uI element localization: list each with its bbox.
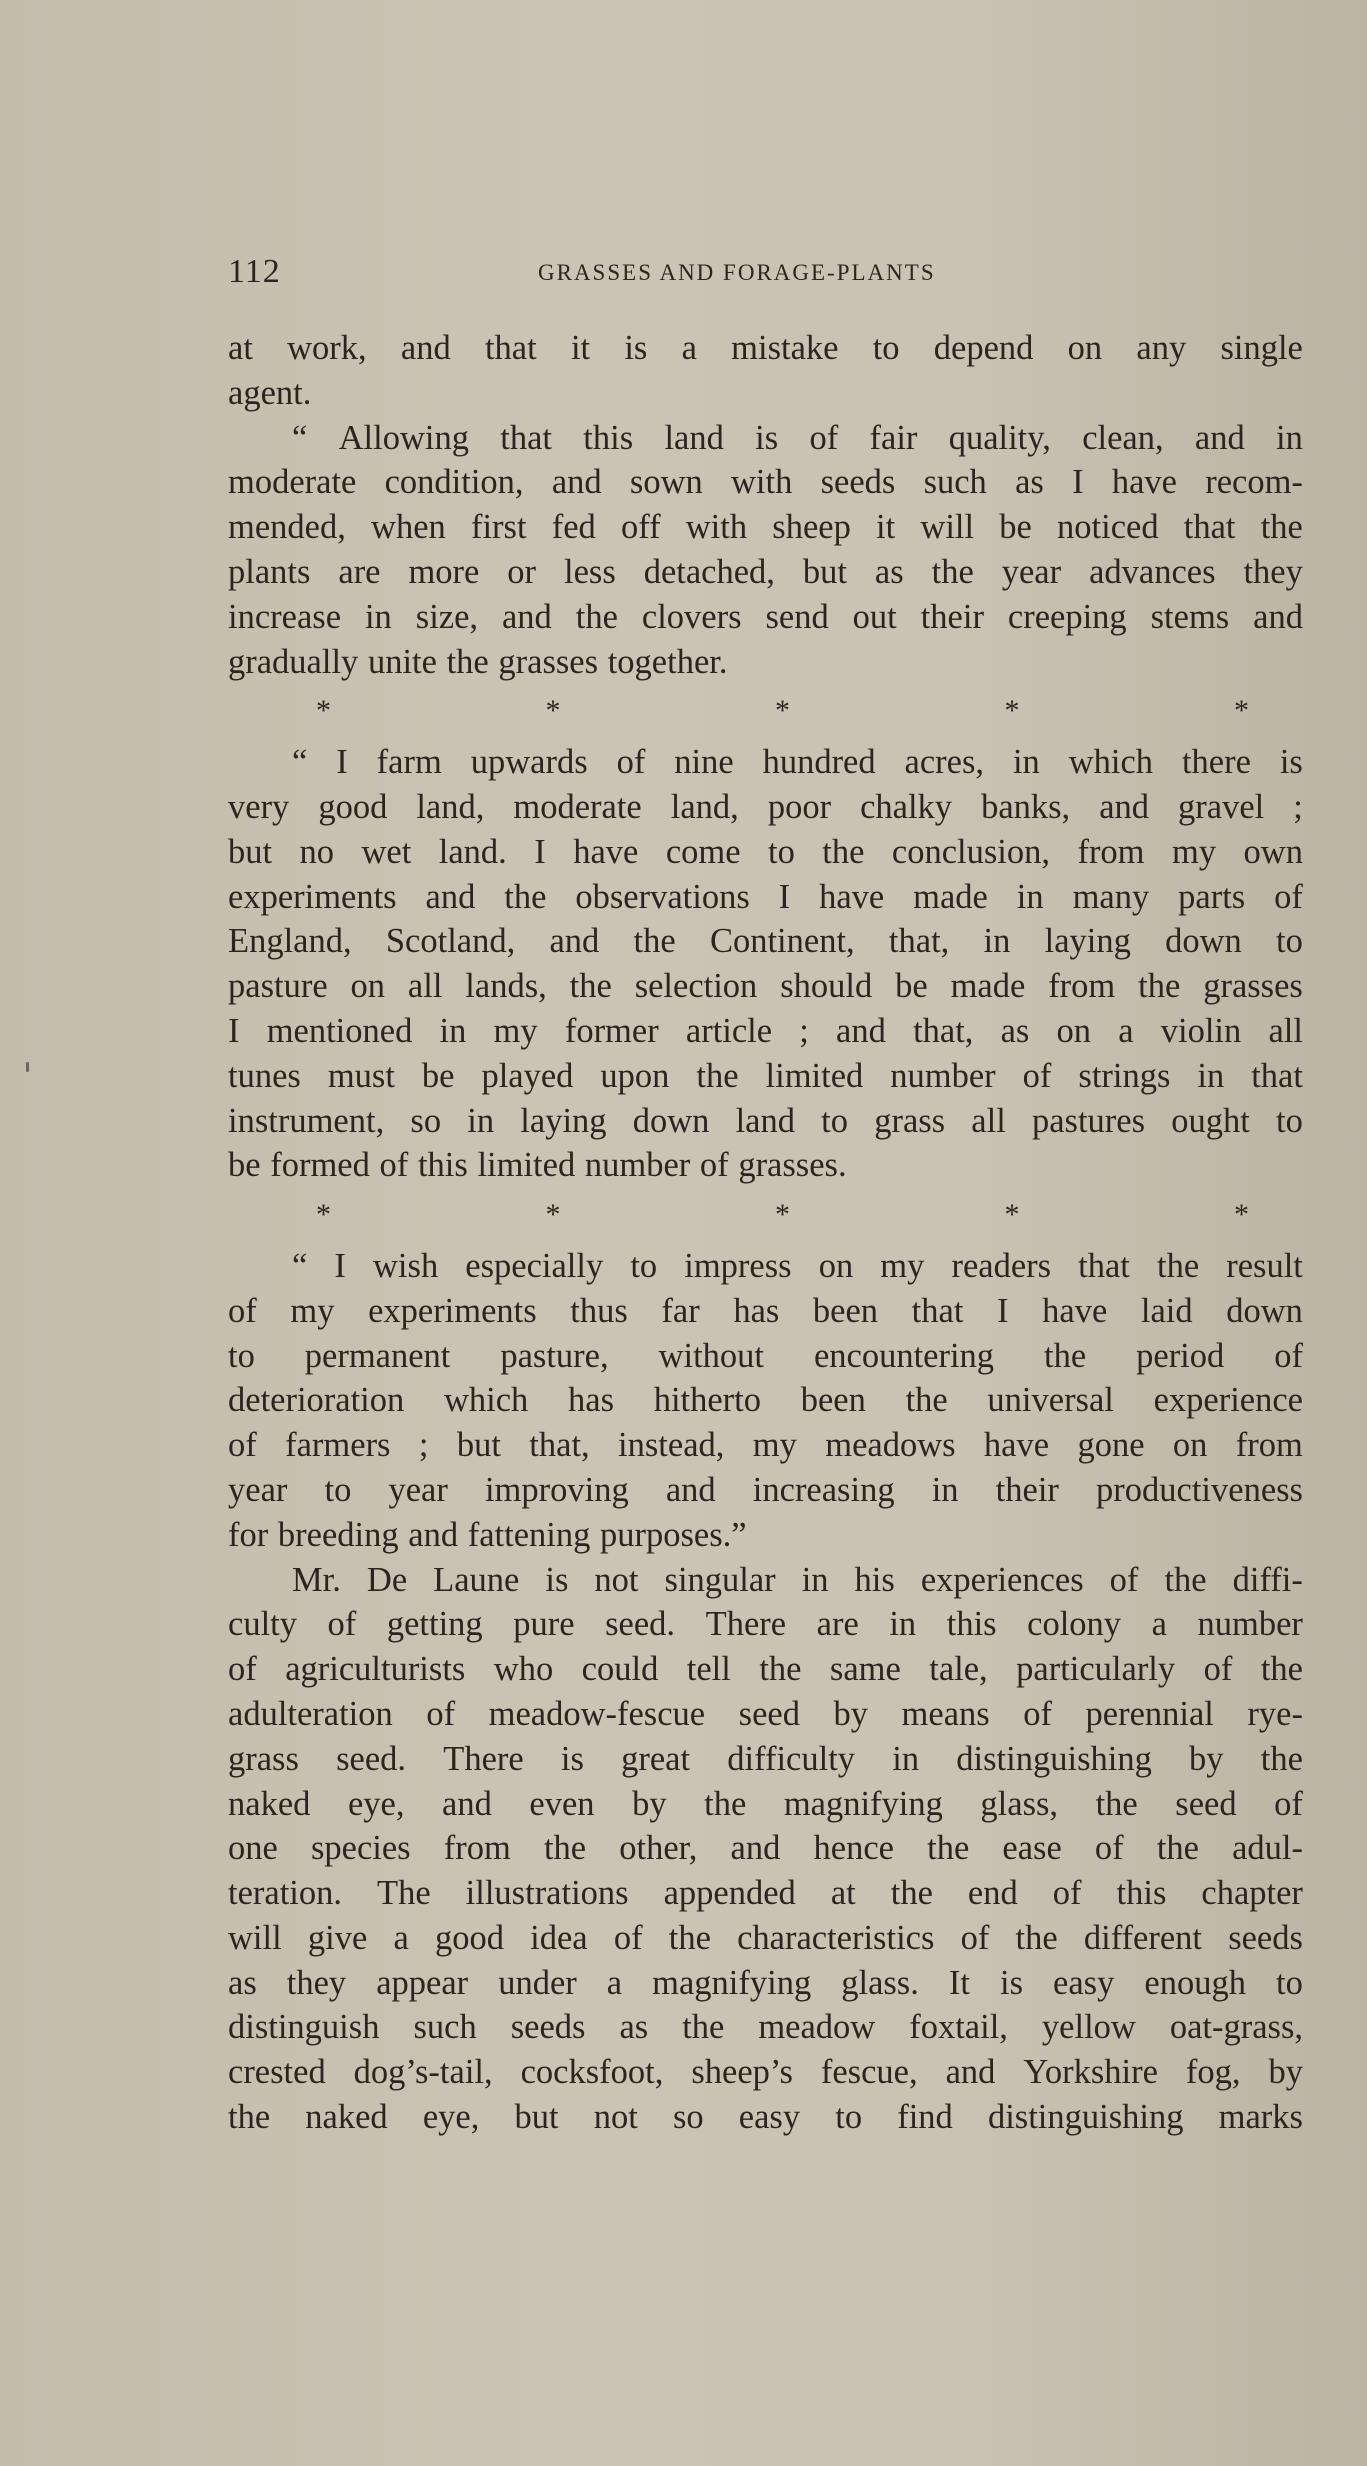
separator-star: * (545, 1198, 561, 1232)
text-line: one species from the other, and hence the ease of the adul- (228, 1829, 1303, 1868)
text-line: be formed of this limited number of grasses. (228, 1146, 847, 1185)
section-separator (228, 687, 1303, 732)
text-line: but no wet land. I have come to the conclusion, from my own (228, 832, 1303, 871)
page-number: 112 (228, 253, 281, 290)
separator-star: * (1234, 694, 1249, 728)
separator-star: * (775, 694, 790, 728)
separator-star: * (1234, 1198, 1249, 1232)
text-line: at work, and that it is a mistake to depend on any single (228, 329, 1303, 367)
text-line: the naked eye, but not so easy to find distinguishing marks (228, 2098, 1303, 2137)
text-line: tunes must be played upon the limited number of strings in that (228, 1056, 1303, 1095)
text-line: naked eye, and even by the magnifying glass, the seed of (228, 1784, 1303, 1823)
text-line: as they appear under a magnifying glass. It is easy enough to (228, 1963, 1303, 2002)
text-line: pasture on all lands, the selection should be made from the grasses (228, 967, 1303, 1006)
text-line: of agriculturists who could tell the same tale, particularly of the (228, 1650, 1303, 1689)
text-line: to permanent pasture, without encountering the period of (228, 1336, 1303, 1375)
text-line: will give a good idea of the characteristics of the different seeds (228, 1918, 1303, 1957)
text-line: agent. (228, 373, 312, 412)
text-line: year to year improving and increasing in their productiveness (228, 1470, 1303, 1509)
text-line: moderate condition, and sown with seeds such as I have recom- (228, 463, 1303, 502)
text-line: for breeding and fattening purposes.” (228, 1515, 747, 1554)
text-line: of farmers ; but that, instead, my meadows have gone on from (228, 1426, 1303, 1465)
text-line: “ I wish especially to impress on my readers that the result (292, 1246, 1303, 1285)
paper-speck (26, 1062, 29, 1072)
body-text (228, 326, 1303, 2140)
text-line: deterioration which has hitherto been the universal experience (228, 1381, 1303, 1420)
separator-star: * (1004, 1198, 1020, 1232)
text-line: Mr. De Laune is not singular in his experiences of the diffi- (292, 1560, 1303, 1599)
text-line: plants are more or less detached, but as the year advances they (228, 552, 1303, 591)
text-line: crested dog’s-tail, cocksfoot, sheep’s fescue, and Yorkshire fog, by (228, 2053, 1303, 2092)
text-line: mended, when first fed off with sheep it will be noticed that the (228, 508, 1303, 547)
text-line: adulteration of meadow-fescue seed by means of perennial rye- (228, 1694, 1303, 1733)
text-line: distinguish such seeds as the meadow foxtail, yellow oat-grass, (228, 2008, 1303, 2047)
text-line: experiments and the observations I have made in many parts of (228, 877, 1303, 916)
running-head (228, 252, 1303, 292)
text-line: teration. The illustrations appended at the end of this chapter (228, 1874, 1303, 1913)
text-line: culty of getting pure seed. There are in this colony a number (228, 1605, 1303, 1644)
text-line: England, Scotland, and the Continent, that, in laying down to (228, 922, 1303, 961)
text-line: gradually unite the grasses together. (228, 642, 728, 681)
section-separator (228, 1191, 1303, 1236)
text-line: increase in size, and the clovers send out their creeping stems and (228, 597, 1303, 636)
text-line: “ Allowing that this land is of fair quality, clean, and in (292, 418, 1303, 457)
text-line: instrument, so in laying down land to grass all pastures ought to (228, 1101, 1303, 1140)
text-line: “ I farm upwards of nine hundred acres, in which there is (292, 743, 1303, 782)
separator-star: * (1004, 694, 1020, 728)
text-line: I mentioned in my former article ; and that, as on a violin all (228, 1011, 1303, 1050)
text-line: grass seed. There is great difficulty in distinguishing by the (228, 1739, 1303, 1778)
separator-star: * (316, 694, 331, 728)
text-line: of my experiments thus far has been that I have laid down (228, 1291, 1303, 1330)
running-title: GRASSES AND FORAGE-PLANTS (538, 260, 936, 285)
separator-star: * (545, 694, 561, 728)
separator-star: * (775, 1198, 790, 1232)
separator-star: * (316, 1198, 331, 1232)
text-line: very good land, moderate land, poor chalky banks, and gravel ; (228, 787, 1303, 826)
